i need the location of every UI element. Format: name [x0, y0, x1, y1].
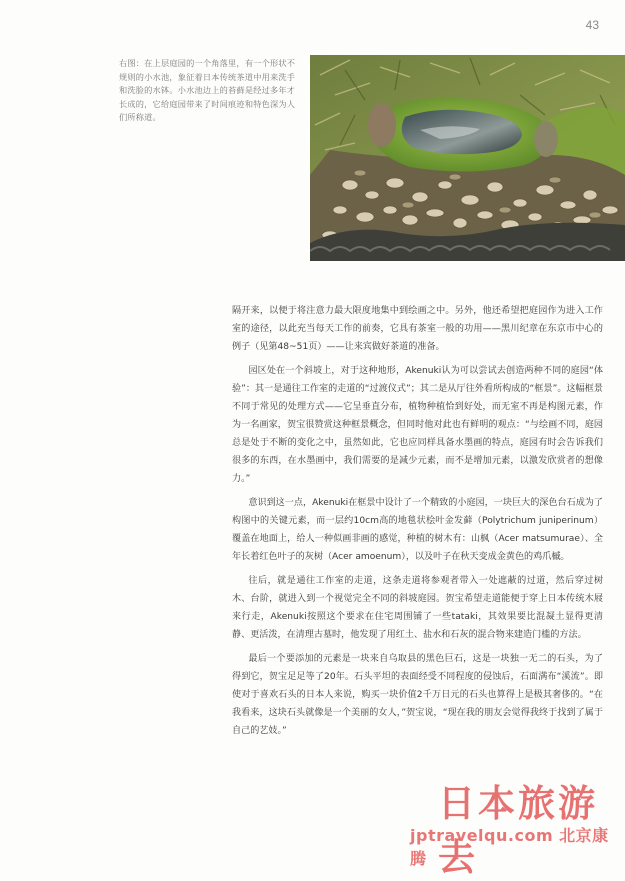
watermark-title: 日本旅游去 — [438, 781, 598, 879]
photo-caption: 右图：在上层庭园的一个角落里，有一个形状不规则的小水池，象征着日本传统茶道中用来洗手和洗脸的水钵。小水池边上的苔藓是经过多年才长成的，它给庭园带来了时间痕迹和特色深为人们所称道。 — [119, 58, 296, 123]
watermark-url: jptravelqu.com 北京康腾 — [410, 826, 609, 868]
paragraph: 意识到这一点，Akenuki在框景中设计了一个精致的小庭园，一块巨大的深色台石成为了构图中的关键元素，而一层约10cm高的地毯状桧叶金发藓（Polytrichum juniperinum）覆盖在地面上，给人一种似画非画的感觉，种植的树木有：山枫（Acer matsumurae）、全年长着红色叶子的灰树（Acer amoenum），以及叶子在秋天变成金黄色的鸡爪槭。 — [232, 498, 603, 562]
moss-stone-basin-photo — [310, 55, 625, 261]
paragraph: 往后，就是通往工作室的走道，这条走道将参观者带入一处遮蔽的过道，然后穿过树木、台阶，就进入到一个视觉完全不同的斜坡庭园。贺宝希望走道能便于穿上日本传统木屐来行走，Akenuki按照这个要求在住宅周围铺了一些tataki，其效果要比混凝土显得更清静、更活泼，在清理古墓时，他发现了用红土、盐水和石灰的混合物来建造门槛的方法。 — [232, 576, 603, 640]
page-number: 43 — [585, 18, 599, 32]
paragraph: 园区处在一个斜坡上，对于这种地形，Akenuki认为可以尝试去创造两种不同的庭园“体验”：其一是通往工作室的走道的“过渡仪式”；其二是从厅往外看所构成的“框景”。这幅框景不同于常见的处理方式——它呈垂直分布，植物种植恰到好处，而无室不再是构图元素，作为一名画家，贺宝很赞赏这种框景概念，但同时他对此也有鲜明的观点：“与绘画不同，庭园总是处于不断的变化之中，虽然如此，它也应同样具备水墨画的特点，庭园有时会告诉我们很多的东西，在水墨画中，我们需要的是减少元素，而不是增加元素，以激发欣赏者的想像力。” — [232, 366, 603, 484]
article-body — [232, 302, 603, 746]
paragraph: 隔开来，以便于将注意力最大限度地集中到绘画之中。另外，他还希望把庭园作为进入工作室的途径，以此充当每天工作的前奏，它具有茶室一般的功用——黑川纪章在东京市中心的例子（见第48~51页）——让来宾做好茶道的准备。 — [232, 306, 603, 352]
paragraph: 最后一个要添加的元素是一块来自乌取县的黑色巨石，这是一块独一无二的石头，为了得到它，贺宝足足等了20年。石头平坦的表面经受不同程度的侵蚀后，石面满布“溪流”。即使对于喜欢石头的日本人来说，购买一块价值2千万日元的石头也算得上是极其奢侈的。“在我看来，这块石头就像是一个美丽的女人，”贺宝说，“现在我的朋友会觉得我终于找到了属于自己的艺妓。” — [232, 654, 603, 736]
garden-photo — [310, 55, 625, 261]
